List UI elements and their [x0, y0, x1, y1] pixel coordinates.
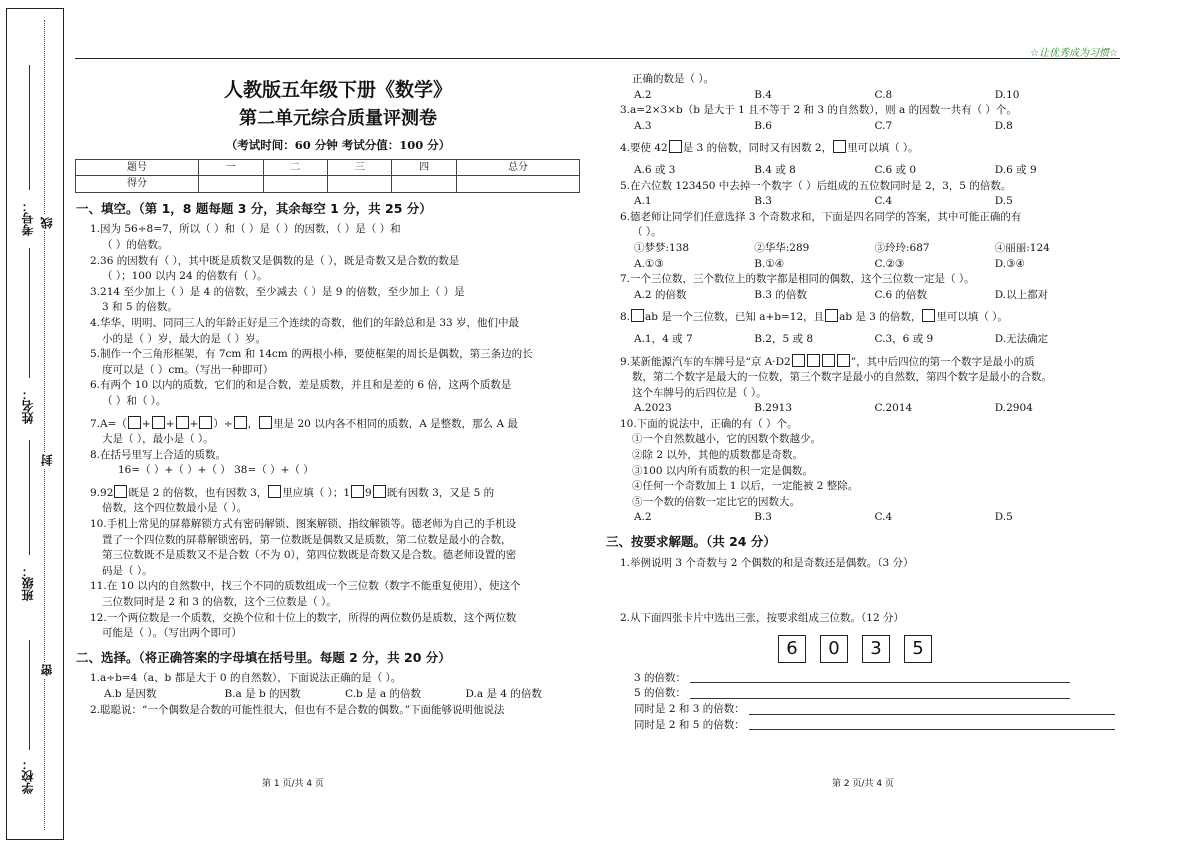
seal-char-feng: 封 [40, 454, 54, 466]
answer-box [176, 416, 189, 429]
student-answer: ④丽丽:124 [994, 241, 1050, 254]
question-1-9 [90, 485, 586, 502]
q4-text-b: 是 3 的倍数，同时又有因数 2， [682, 142, 833, 155]
question-1-6-cont: （ ）和（ ）。 [102, 394, 167, 407]
answer-box [631, 309, 644, 322]
fill-row [620, 718, 1115, 734]
option-b: B.2913 [754, 402, 793, 415]
options-2-10 [620, 510, 1115, 526]
answer-box [128, 416, 141, 429]
option-d: D.a 是 4 的倍数 [465, 688, 542, 700]
q9-text-a: 9.92 [90, 486, 114, 499]
page-footer-1: 第 1 页/共 4 页 [262, 779, 324, 789]
option-a: A.1，4 或 7 [634, 332, 693, 345]
answer-box [234, 416, 247, 429]
question-1-2-cont: （ ）；100 以内 24 的倍数有（ ）。 [102, 270, 268, 283]
options-2-1 [90, 687, 586, 703]
fill-label: 5 的倍数： [634, 687, 687, 700]
score-input[interactable] [263, 176, 327, 193]
paper-title: 人教版五年级下册《数学》 [223, 79, 452, 101]
q7-text-b: ）÷ [213, 417, 233, 430]
answer-box [792, 354, 805, 367]
question-1-1-cont: （ ）的倍数。 [102, 238, 169, 251]
score-cell: 四 [392, 159, 456, 176]
question-1-3: 3.214 至少加上（ ）是 4 的倍数，至少减去（ ）是 9 的倍数，至少加上（ ）是 [90, 285, 465, 298]
answer-box [373, 485, 386, 498]
option-c: C.6 或 0 [874, 163, 917, 176]
option-b: B.4 [754, 88, 772, 101]
option-b: B.a 是 b 的因数 [224, 688, 301, 700]
q9-text-b: ”，其中后四位的第一个数字是最小的质 [850, 355, 1035, 368]
q9-text-c: 里应填（ ）；1 [282, 486, 351, 499]
question-2-10: 10.下面的说法中，正确的有（ ）个。 [620, 417, 798, 430]
question-2-9-cont: 这个车牌号的后四位是（ ）。 [632, 386, 767, 399]
question-3-2: 2.从下面四张卡片中选出三张，按要求组成三位数。（12 分） [620, 612, 904, 625]
q9-text-a: 9.某新能源汽车的车牌号是“京 A·D2 [620, 355, 791, 368]
answer-box [822, 354, 835, 367]
question-2-2-cont: 正确的数是（ ）。 [632, 73, 715, 85]
options-2-8 [620, 332, 1115, 348]
student-answer: ③玲玲:687 [874, 241, 930, 254]
answers-2-6 [620, 241, 1115, 257]
question-1-1: 1.因为 56÷8=7，所以（ ）和（ ）是（ ）的因数，（ ）是（ ）和 [90, 223, 401, 236]
option-d: D.以上都对 [994, 288, 1049, 301]
score-input[interactable] [392, 176, 456, 193]
option-d: D.6 或 9 [994, 163, 1037, 176]
question-1-10-cont: 置了一个四位数的屏幕解锁密码，第一位数既是偶数又是质数，第二位数是最小的合数， [102, 533, 512, 546]
school-blank [29, 640, 30, 750]
question-1-7: 7.A=（ + + + ）÷ ， 里是 20 以内各不相同的质数，A 是整数，那么 A 最 [90, 417, 518, 430]
fill-row [620, 686, 1115, 702]
q8-text-d: 里可以填（ ）。 [936, 311, 1008, 324]
motto: ☆让优秀成为习惯☆ [1030, 48, 1118, 59]
answer-line[interactable] [690, 671, 1070, 684]
answer-line[interactable] [690, 686, 1070, 699]
q9-text-b: 既是 2 的倍数，也有因数 3， [128, 486, 268, 499]
answer-line[interactable] [749, 702, 1115, 715]
fill-label: 同时是 2 和 5 的倍数： [634, 718, 745, 731]
question-3-1: 1.举例说明 3 个奇数与 2 个偶数的和是奇数还是偶数。（3 分） [620, 556, 914, 569]
options-2-7 [620, 288, 1115, 304]
question-2-6: 6.德老师让同学们任意选择 3 个奇数求和，下面是四名同学的答案，其中可能正确的有 [620, 210, 1022, 223]
score-cell: 一 [199, 159, 263, 176]
answer-box [807, 354, 820, 367]
question-1-10: 10.手机上常见的屏幕解锁方式有密码解锁、图案解锁、指纹解锁等。德老师为自己的手机设 [90, 518, 517, 531]
options-2-3 [620, 119, 1115, 135]
question-1-11: 11.在 10 以内的自然数中，找三个不同的质数组成一个三位数（数字不能重复使用），使这个 [90, 580, 521, 593]
answer-area[interactable] [620, 571, 1115, 611]
fill-row [620, 671, 1115, 687]
left-column [76, 64, 586, 718]
question-2-2: 2.聪聪说：“一个偶数是合数的可能性很大，但也有不是合数的偶数。”下面能够说明他说法 [90, 703, 505, 716]
question-1-6: 6.有两个 10 以内的质数，它们的和是合数，差是质数，并且和是差的 6 倍，这两个质数是 [90, 379, 512, 392]
option-d: D.③④ [994, 257, 1025, 270]
option-a: A.b 是因数 [104, 688, 157, 700]
question-2-9-cont: 数，第二个数字是最大的一位数，第三个数字是最小的自然数，第四个数字是最小的合数。 [632, 371, 1052, 384]
q8-text-a: 8. [620, 311, 631, 324]
class-blank [29, 440, 30, 555]
score-cell: 题号 [76, 159, 199, 176]
q4-text-c: 里可以填（ ）。 [847, 142, 919, 155]
statement: ③100 以内所有质数的积一定是偶数。 [632, 464, 813, 477]
option-b: B.①④ [754, 257, 785, 270]
statement: ④任何一个奇数加上 1 以后，一定能被 2 整除。 [632, 480, 859, 493]
question-1-10-cont: 码是（ ）。 [102, 564, 153, 577]
digit-card: 3 [862, 635, 890, 663]
seal-char-xian: 线 [40, 217, 54, 229]
school-label: 学校： [21, 758, 35, 794]
answer-box [833, 140, 846, 153]
question-1-11-cont: 三位数同时是 2 和 3 的倍数，这个三位数是（ ）。 [102, 596, 337, 609]
fill-label: 3 的倍数： [634, 671, 687, 684]
option-d: D.5 [994, 511, 1013, 524]
question-2-7: 7.一个三位数，三个数位上的数字都是相同的偶数，这个三位数一定是（ ）。 [620, 273, 975, 286]
options-2-4 [620, 163, 1115, 179]
score-table [75, 159, 580, 193]
digit-cards [778, 635, 1115, 663]
answer-line[interactable] [749, 718, 1115, 731]
q4-text-a: 4.要使 42 [620, 142, 668, 155]
section-1-title: 一、填空。（第 1，8 题每题 3 分，其余每空 1 分，共 25 分） [76, 200, 432, 216]
option-c: C.b 是 a 的倍数 [345, 688, 421, 700]
fill-row [620, 702, 1115, 718]
answer-box [268, 485, 281, 498]
score-input[interactable] [199, 176, 263, 193]
options-2-2 [620, 88, 1115, 104]
score-cell: 三 [327, 159, 391, 176]
seal-char-mi: 密 [40, 664, 54, 676]
option-c: C.②③ [874, 257, 905, 270]
digit-card: 5 [904, 635, 932, 663]
option-b: B.2，5 或 8 [754, 332, 814, 345]
binding-strip [6, 8, 64, 840]
name-blank [29, 248, 30, 378]
answer-box [837, 354, 850, 367]
q7-text-a: 7.A=（ [90, 417, 127, 430]
answer-box [152, 416, 165, 429]
answer-box [259, 416, 272, 429]
option-b: B.3 的倍数 [754, 288, 807, 301]
option-d: D.2904 [994, 402, 1033, 415]
seal-dotted-line [44, 20, 45, 830]
question-1-2: 2.36 的因数有（ ），其中既是质数又是偶数的是（ ），既是奇数又是合数的数是 [90, 254, 460, 267]
q8-text-c: ab 是 3 的倍数， [839, 311, 922, 324]
option-a: A.2 的倍数 [634, 288, 687, 301]
score-cell: 得分 [76, 176, 199, 193]
exam-info: （考试时间：60 分钟 考试分值：100 分） [225, 138, 451, 152]
answer-box [351, 485, 364, 498]
question-1-8: 8.在括号里写上合适的质数。 [90, 448, 227, 461]
question-2-3: 3.a=2×3×b（b 是大于 1 且不等于 2 和 3 的自然数），则 a 的因数一共有（ ）个。 [620, 104, 1017, 117]
question-1-10-cont: 第三位数既不是质数又不是合数（不为 0），第四位数既是奇数又是合数。德老师设置的密 [102, 549, 517, 562]
q8-text-b: ab 是一个三位数，已知 a+b=12，且 [645, 311, 825, 324]
q7-text-d: 里是 20 以内各不相同的质数，A 是整数，那么 A 最 [273, 417, 518, 430]
option-a: A.2023 [634, 402, 672, 415]
question-1-7-cont: 大是（ ），最小是（ ）。 [102, 433, 214, 446]
option-c: C.4 [874, 195, 893, 208]
option-a: A.①③ [634, 257, 664, 270]
question-2-8 [620, 309, 1115, 326]
score-cell: 总分 [456, 159, 579, 176]
right-column [606, 72, 1115, 733]
question-2-6-cont: （ ）。 [632, 226, 662, 239]
digit-card: 0 [820, 635, 848, 663]
statement: ②除 2 以外，其他的质数都是奇数。 [632, 449, 803, 462]
question-2-5: 5.在六位数 123450 中去掉一个数字（ ）后组成的五位数同时是 2，3，5 的倍数。 [620, 179, 1012, 192]
option-c: C.3，6 或 9 [874, 332, 934, 345]
option-b: B.6 [754, 119, 772, 132]
exam-no-label: 考号： [21, 200, 35, 236]
option-b: B.4 或 8 [754, 163, 796, 176]
question-2-4 [620, 140, 1115, 157]
question-2-9 [620, 354, 1115, 371]
digit-card: 6 [778, 635, 806, 663]
answer-box [922, 309, 935, 322]
question-1-5: 5.制作一个三角形框架，有 7cm 和 14cm 的两根小棒，要使框架的周长是偶数，第三条边的长 [90, 348, 533, 361]
question-1-4: 4.华华、明明、同同三人的年龄正好是三个连续的奇数，他们的年龄总和是 33 岁，他们中最 [90, 316, 520, 329]
option-a: A.6 或 3 [634, 163, 676, 176]
answer-box [114, 485, 127, 498]
options-2-9 [620, 401, 1115, 417]
option-a: A.1 [634, 195, 652, 208]
statement: ①一个自然数越小，它的因数个数越少。 [632, 433, 821, 446]
class-label: 班级： [21, 565, 35, 601]
option-c: C.2014 [874, 402, 913, 415]
option-c: C.4 [874, 511, 893, 524]
name-label: 姓名： [21, 388, 35, 424]
option-b: B.3 [754, 195, 772, 208]
option-d: D.无法确定 [994, 332, 1049, 345]
q7-text-c: ， [247, 417, 259, 430]
score-input[interactable] [456, 176, 579, 193]
option-d: D.8 [994, 119, 1013, 132]
option-c: C.6 的倍数 [874, 288, 928, 301]
page-footer-2: 第 2 页/共 4 页 [832, 779, 894, 789]
option-d: D.10 [994, 88, 1020, 101]
options-2-5 [620, 194, 1115, 210]
option-b: B.3 [754, 511, 772, 524]
option-a: A.2 [634, 511, 652, 524]
question-1-4-cont: 小的是（ ）岁，最大的是（ ）岁。 [102, 332, 267, 345]
score-input[interactable] [327, 176, 391, 193]
question-2-1: 1.a÷b=4（a、b 都是大于 0 的自然数），下面说法正确的是（ ）。 [90, 672, 402, 685]
exam-no-blank [29, 65, 30, 190]
q9-text-e: 既有因数 3，又是 5 的 [386, 486, 495, 499]
fill-label: 同时是 2 和 3 的倍数： [634, 703, 745, 715]
option-d: D.5 [994, 195, 1013, 208]
q9-text-d: 9 [365, 486, 372, 499]
question-1-8-cont: 16=（ ）+（ ）+（ ） 38=（ ）+（ ） [118, 464, 314, 477]
option-a: A.2 [634, 88, 652, 101]
option-c: C.8 [874, 88, 893, 101]
question-1-12-cont: 可能是（ ）。（写出两个即可） [102, 627, 242, 640]
student-answer: ①梦梦:138 [634, 241, 690, 254]
section-2-title: 二、选择。（将正确答案的字母填在括号里。每题 2 分，共 20 分） [76, 649, 451, 665]
statement: ⑤一个数的倍数一定比它的因数大。 [632, 495, 800, 508]
answer-box [825, 309, 838, 322]
header-rule [75, 58, 1120, 59]
option-a: A.3 [634, 119, 652, 132]
question-1-5-cont: 度可以是（ ）cm。（写出一种即可） [102, 363, 274, 376]
score-cell: 二 [263, 159, 327, 176]
section-3-title: 三、按要求解题。（共 24 分） [606, 534, 776, 550]
question-1-12: 12.一个两位数是一个质数，交换个位和十位上的数字，所得的两位数仍是质数，这个两位数 [90, 611, 517, 624]
question-1-9-cont: 倍数，这个四位数最小是（ ）。 [102, 502, 248, 515]
score-value-row [76, 176, 580, 193]
question-1-3-cont: 3 和 5 的倍数。 [102, 301, 178, 314]
answer-box [669, 140, 682, 153]
answer-box [199, 416, 212, 429]
options-2-6 [620, 257, 1115, 273]
paper-subtitle: 第二单元综合质量评测卷 [239, 108, 437, 129]
option-c: C.7 [874, 119, 893, 132]
student-answer: ②华华:289 [754, 241, 810, 254]
score-header-row [76, 159, 580, 176]
